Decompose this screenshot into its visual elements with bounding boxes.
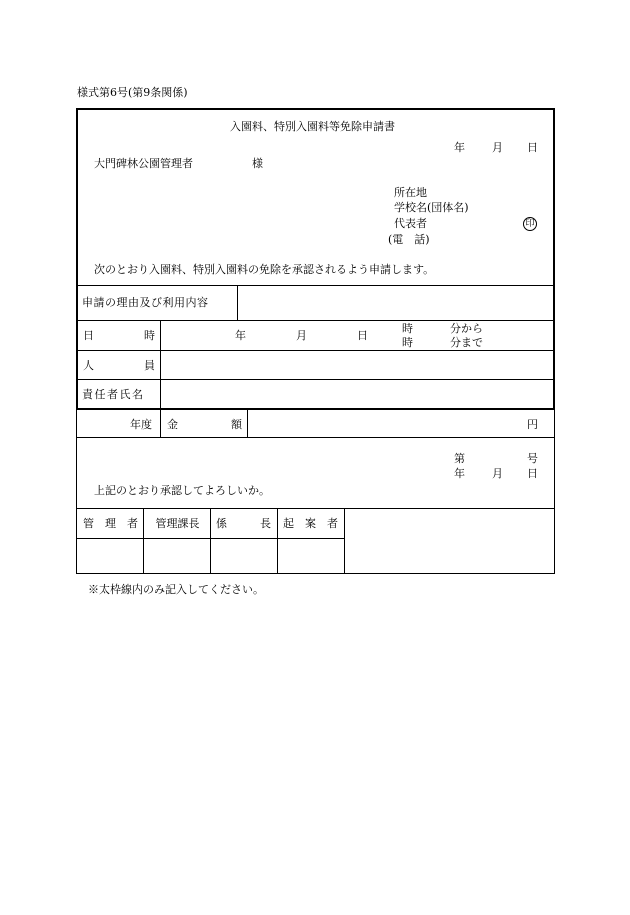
divider: [554, 410, 555, 574]
stamp-header-subsection-chief: 係 長: [216, 517, 271, 530]
divider: [76, 410, 77, 574]
approval-month: 月: [492, 467, 503, 480]
divider: [210, 508, 211, 573]
request-statement: 次のとおり入園料、特別入園料の免除を承認されるよう申請します。: [94, 263, 435, 276]
seal-icon: 印: [523, 217, 537, 231]
responsible-label: 責任者氏名: [82, 388, 145, 401]
addressee-honorific: 様: [252, 157, 263, 170]
datetime-month: 月: [296, 329, 307, 342]
datetime-hour-end: 時: [402, 336, 413, 349]
divider: [277, 508, 278, 573]
date-day: 日: [527, 141, 538, 154]
divider: [160, 410, 161, 437]
footnote: ※太枠線内のみ記入してください。: [88, 583, 264, 596]
fiscal-year-label: 年度: [130, 418, 152, 431]
representative-label: 代表者: [394, 217, 427, 230]
date-month: 月: [492, 141, 503, 154]
people-label-a: 人: [83, 359, 94, 372]
addressee-name: 大門碑林公園管理者: [94, 157, 193, 170]
divider: [76, 508, 555, 509]
reason-label: 申請の理由及び利用内容: [82, 296, 209, 309]
approval-statement: 上記のとおり承認してよろしいか。: [94, 484, 270, 497]
yen-label: 円: [527, 418, 538, 431]
school-label: 学校名(団体名): [394, 201, 469, 214]
stamp-header-manager: 管 理 者: [83, 517, 138, 530]
datetime-label-time: 時: [144, 329, 155, 342]
divider: [143, 508, 144, 573]
phone-label: (電 話): [388, 233, 430, 246]
reason-field[interactable]: [238, 286, 553, 320]
datetime-hour-start: 時: [402, 322, 413, 335]
datetime-year: 年: [235, 329, 246, 342]
divider: [344, 508, 345, 573]
address-label: 所在地: [394, 186, 427, 199]
form-title: 入園料、特別入園料等免除申請書: [230, 120, 395, 133]
divider: [76, 437, 555, 438]
datetime-to: 分まで: [450, 336, 483, 349]
approval-number-prefix: 第: [454, 452, 465, 465]
amount-label-b: 額: [231, 418, 242, 431]
responsible-field[interactable]: [161, 380, 553, 408]
datetime-from: 分から: [450, 322, 483, 335]
divider: [247, 410, 248, 437]
approval-day: 日: [527, 467, 538, 480]
people-label-b: 員: [144, 359, 155, 372]
stamp-header-drafter: 起 案 者: [283, 517, 338, 530]
approval-year: 年: [454, 467, 465, 480]
stamp-header-section-chief: 管理課長: [155, 517, 200, 530]
form-number: 様式第6号(第9条関係): [77, 86, 188, 99]
people-field[interactable]: [161, 351, 553, 379]
divider: [77, 320, 554, 321]
datetime-label-day: 日: [83, 329, 94, 342]
amount-label-a: 金: [167, 418, 178, 431]
approval-number-suffix: 号: [527, 452, 538, 465]
datetime-day: 日: [357, 329, 368, 342]
date-year: 年: [454, 141, 465, 154]
divider: [76, 573, 555, 574]
